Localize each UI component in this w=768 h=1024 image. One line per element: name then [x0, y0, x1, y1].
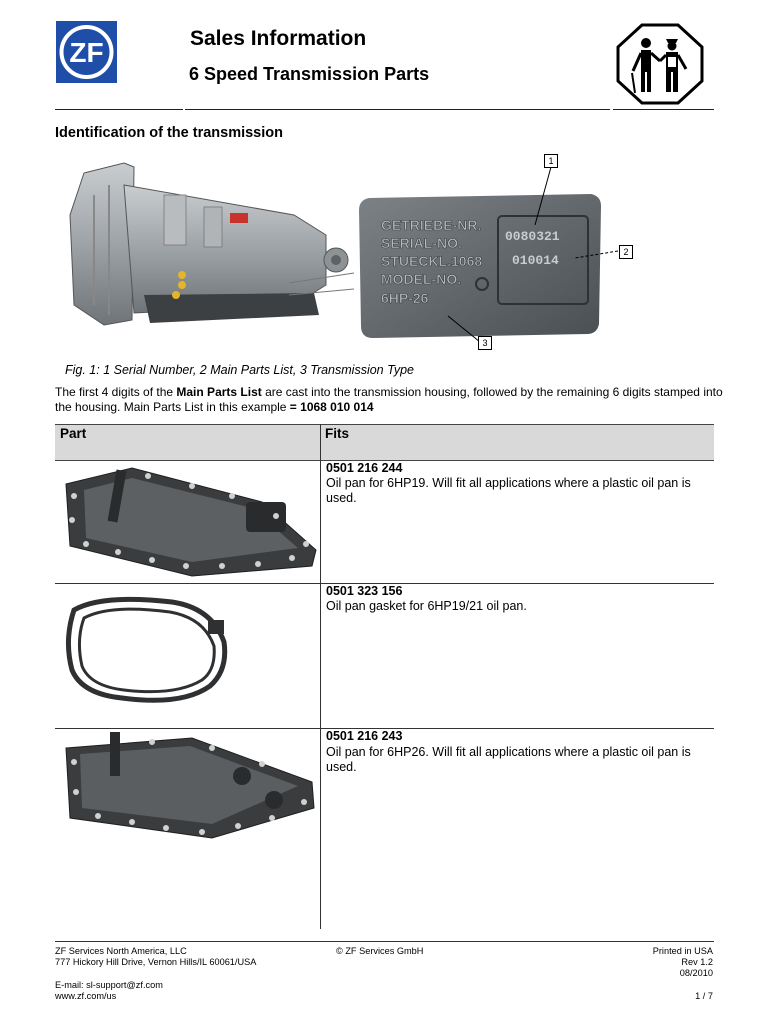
part-number-1: 0501 216 244: [326, 461, 403, 475]
oil-pan-6hp19-image: [62, 462, 318, 580]
oil-pan-gasket-image: [62, 590, 232, 708]
oil-pan-6hp26-image: [62, 732, 318, 844]
part-description-1: Oil pan for 6HP19. Will fit all applications where a plastic oil pan is used.: [326, 476, 691, 505]
part-number-3: 0501 216 243: [326, 729, 403, 743]
page-subtitle: 6 Speed Transmission Parts: [189, 64, 430, 84]
column-header-fits: Fits: [325, 426, 350, 441]
header-rule-left: [55, 109, 183, 110]
footer-page-number: 1 / 7: [695, 991, 713, 1001]
page-title: Sales Information: [190, 27, 367, 50]
footer-revision: Rev 1.2: [681, 957, 713, 967]
logo-text: ZF: [69, 37, 104, 68]
plate-line-3: STUECKL.1068: [381, 253, 483, 269]
main-parts-list-example: = 1068 010 014: [289, 399, 374, 414]
footer-address: 777 Hickory Hill Drive, Vernon Hills/IL 60061/USA: [55, 957, 257, 967]
plate-parts-list-value: 010014: [512, 253, 559, 268]
section-title: Identification of the transmission: [55, 125, 283, 141]
part-number-2: 0501 323 156: [326, 584, 403, 598]
part-description-3: Oil pan for 6HP26. Will fit all applications where a plastic oil pan is used.: [326, 745, 691, 774]
table-header-row: [55, 424, 714, 461]
main-parts-list-term: Main Parts List: [176, 385, 262, 399]
footer-rule: [55, 941, 714, 942]
callout-2: 2: [619, 245, 633, 259]
service-technicians-octagon-icon: [616, 23, 704, 105]
transmission-photo: [64, 155, 354, 335]
footer-website[interactable]: www.zf.com/us: [55, 991, 117, 1001]
footer-email[interactable]: E-mail: sl-support@zf.com: [55, 980, 163, 990]
footer-copyright: © ZF Services GmbH: [336, 946, 424, 956]
plate-line-1: GETRIEBE-NR.: [381, 217, 482, 233]
footer-date: 08/2010: [679, 968, 713, 978]
column-header-part: Part: [60, 426, 87, 441]
figure-caption: Fig. 1: 1 Serial Number, 2 Main Parts List, 3 Transmission Type: [65, 363, 414, 377]
table-column-divider: [320, 424, 321, 929]
footer-company: ZF Services North America, LLC: [55, 946, 187, 956]
header-rule-middle: [185, 109, 610, 110]
callout-leaders: [400, 150, 640, 350]
intro-paragraph: The first 4 digits of the Main Parts List are cast into the transmission housing, followed by the remaining 6 digits stamped into the housing. Main Parts List in this example = 1068 010 014: [55, 385, 723, 414]
part-description-2: Oil pan gasket for 6HP19/21 oil pan.: [326, 599, 527, 613]
header-rule-right: [613, 109, 714, 110]
plate-line-4: MODEL-NO.: [381, 271, 462, 287]
callout-3: 3: [478, 336, 492, 350]
plate-serial-value: 0080321: [505, 229, 560, 244]
zf-logo: [56, 21, 117, 83]
plate-line-5: 6HP-26: [381, 290, 429, 306]
footer-printed: Printed in USA: [652, 946, 713, 956]
plate-line-2: SERIAL-NO.: [381, 235, 462, 251]
callout-1: 1: [544, 154, 558, 168]
